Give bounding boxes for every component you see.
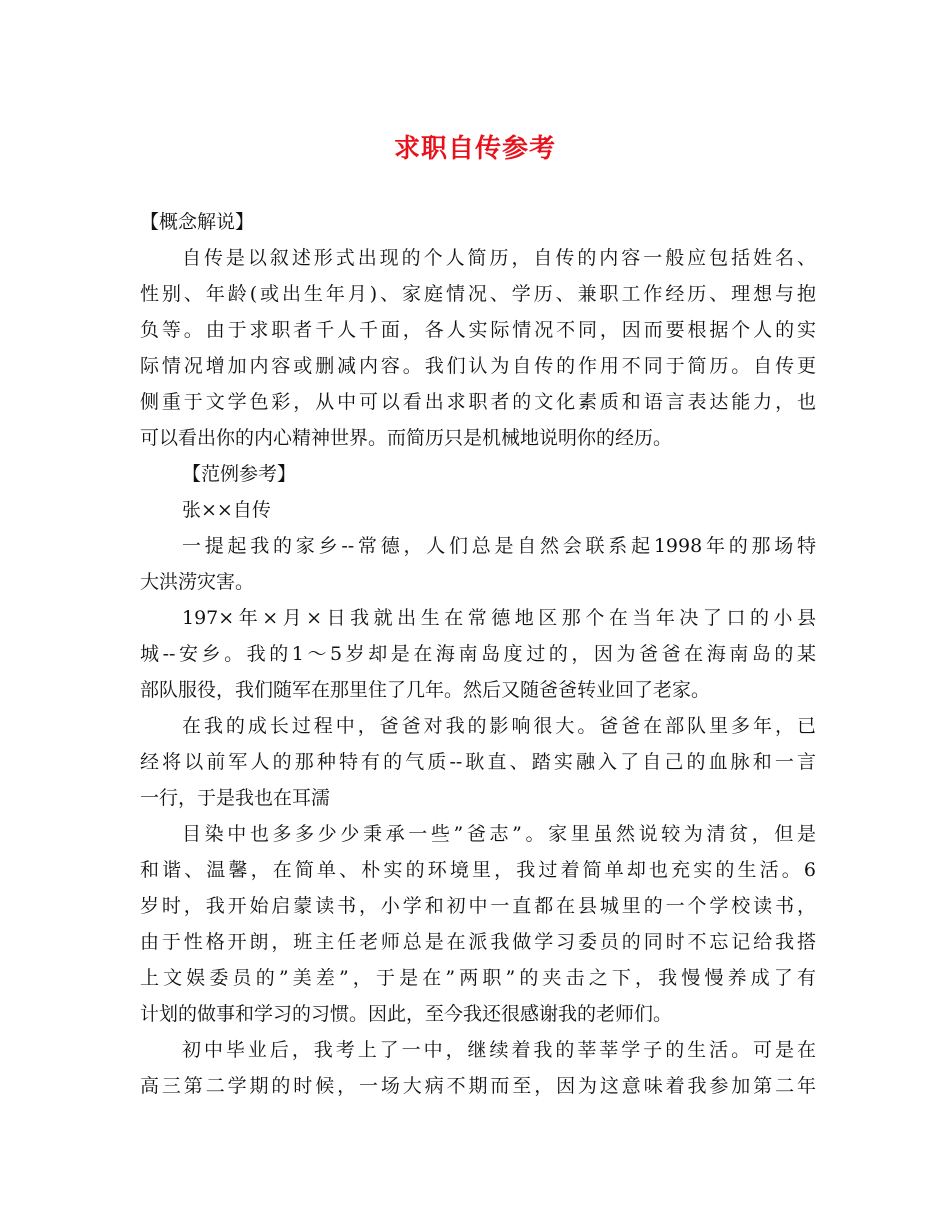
section-heading-concept: 【概念解说】 (140, 211, 255, 233)
paragraph-line: 计划的做事和学习的习惯。因此，至今我还很感谢我的老师们。 (140, 1003, 673, 1025)
paragraph-line: 目染中也多多少少秉承一些”爸志”。家里虽然说较为清贫，但是 (182, 823, 816, 845)
paragraph-line: 在我的成长过程中，爸爸对我的影响很大。爸爸在部队里多年，已 (182, 715, 816, 737)
paragraph-line: 自传是以叙述形式出现的个人简历，自传的内容一般应包括姓名、 (182, 247, 816, 269)
paragraph-line: 城--安乡。我的1～5岁却是在海南岛度过的，因为爸爸在海南岛的某 (140, 643, 816, 665)
paragraph-line: 性别、年龄(或出生年月)、家庭情况、学历、兼职工作经历、理想与抱 (140, 283, 816, 305)
document-title: 求职自传参考 (393, 134, 556, 164)
paragraph-line: 上文娱委员的”美差”，于是在”两职”的夹击之下，我慢慢养成了有 (140, 967, 816, 989)
paragraph-line: 高三第二学期的时候，一场大病不期而至，因为这意味着我参加第二年 (140, 1075, 816, 1097)
paragraph-line: 一提起我的家乡--常德，人们总是自然会联系起1998年的那场特 (182, 535, 816, 557)
paragraph-line: 可以看出你的内心精神世界。而简历只是机械地说明你的经历。 (140, 427, 673, 449)
paragraph-line: 部队服役，我们随军在那里住了几年。然后又随爸爸转业回了老家。 (140, 679, 711, 701)
paragraph-line: 岁时，我开始启蒙读书，小学和初中一直都在县城里的一个学校读书， (140, 895, 816, 917)
paragraph-line: 负等。由于求职者千人千面，各人实际情况不同，因而要根据个人的实 (140, 319, 816, 341)
section-heading-example: 【范例参考】 (182, 463, 297, 485)
paragraph-line: 197×年×月×日我就出生在常德地区那个在当年决了口的小县 (182, 607, 816, 629)
paragraph-line: 际情况增加内容或删减内容。我们认为自传的作用不同于简历。自传更 (140, 355, 816, 377)
paragraph-line: 一行，于是我也在耳濡 (140, 787, 331, 809)
paragraph-line: 初中毕业后，我考上了一中，继续着我的莘莘学子的生活。可是在 (182, 1039, 816, 1061)
paragraph-line: 侧重于文学色彩，从中可以看出求职者的文化素质和语言表达能力，也 (140, 391, 816, 413)
paragraph-line: 大洪涝灾害。 (140, 571, 255, 593)
example-title: 张××自传 (182, 499, 271, 521)
paragraph-line: 由于性格开朗，班主任老师总是在派我做学习委员的同时不忘记给我搭 (140, 931, 816, 953)
paragraph-line: 和谐、温馨，在简单、朴实的环境里，我过着简单却也充实的生活。6 (140, 859, 816, 881)
paragraph-line: 经将以前军人的那种特有的气质--耿直、踏实融入了自己的血脉和一言 (140, 751, 816, 773)
